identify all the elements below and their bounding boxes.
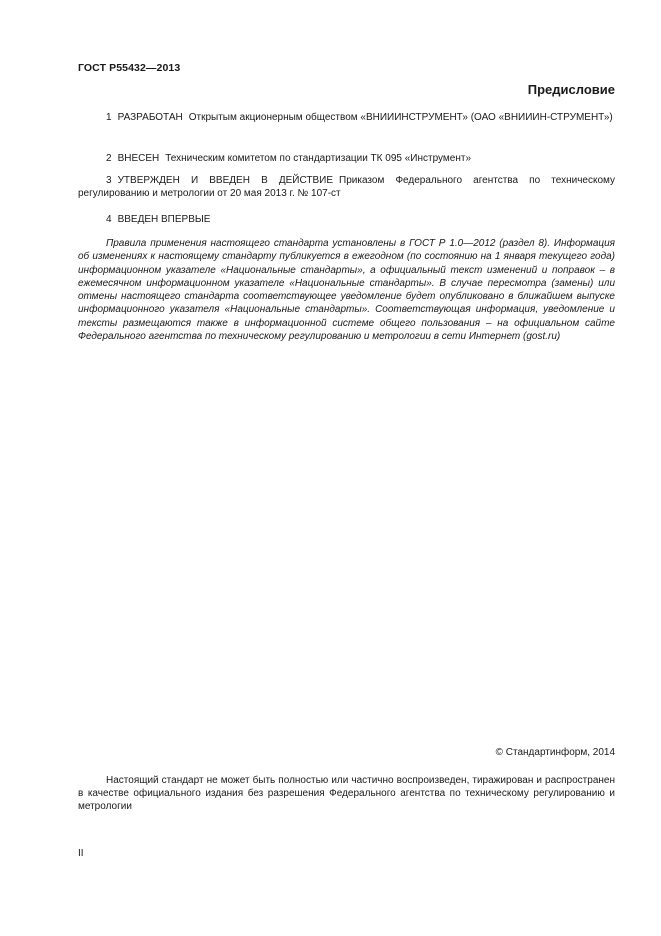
item-number: 2 [106, 153, 112, 164]
item-number: 4 [106, 214, 112, 225]
preface-item-submitted [78, 152, 615, 165]
preface-item-developed [78, 111, 615, 124]
item-label: УТВЕРЖДЕН И ВВЕДЕН В ДЕЙСТВИЕ [117, 175, 334, 186]
reproduction-notice: Настоящий стандарт не может быть полностью или частично воспроизведен, тиражирован и распространен в качестве официального издания без разрешения Федерального агентства по техническому регулированию и метрологии [78, 775, 615, 812]
item-label: ВВЕДЕН ВПЕРВЫЕ [117, 214, 211, 225]
page-title: Предисловие [527, 82, 615, 97]
page-number: II [78, 848, 84, 859]
item-label: РАЗРАБОТАН [117, 112, 183, 123]
document-code: ГОСТ Р55432—2013 [78, 62, 181, 74]
item-text: Приказом Федерального агентства по техническому регулированию и метрологии от 20 мая 2013 г. № 107-ст [78, 175, 615, 199]
preface-item-approved [78, 174, 615, 200]
copyright: © Стандартинформ, 2014 [495, 747, 615, 758]
standard-application-notice: Правила применения настоящего стандарта установлены в ГОСТ Р 1.0—2012 (раздел 8). Информация об изменениях к настоящему стандарту публикуется в ежегодном (по состоянию на 1 января текущего года) информационном указателе «Национальные стандарты», а официальный текст изменений и поправок – в ежемесячном информационном указателе «Национальные стандарты». В случае пересмотра (замены) или отмены настоящего стандарта соответствующее уведомление будет опубликовано в ближайшем выпуске информационного указателя «Национальные стандарты». Соответствующая информация, уведомление и тексты размещаются также в информационной системе общего пользования – на официальном сайте Федерального агентства по техническому регулированию и метрологии в сети Интернет (gost.ru) [78, 238, 615, 343]
item-number: 1 [106, 112, 112, 123]
preface-item-first-introduced [78, 213, 615, 226]
item-number: 3 [106, 175, 112, 186]
item-label: ВНЕСЕН [117, 153, 160, 164]
item-text: Открытым акционерным обществом «ВНИИИНСТРУМЕНТ» (ОАО «ВНИИИН-СТРУМЕНТ») [188, 112, 613, 123]
item-text: Техническим комитетом по стандартизации ТК 095 «Инструмент» [165, 153, 472, 164]
